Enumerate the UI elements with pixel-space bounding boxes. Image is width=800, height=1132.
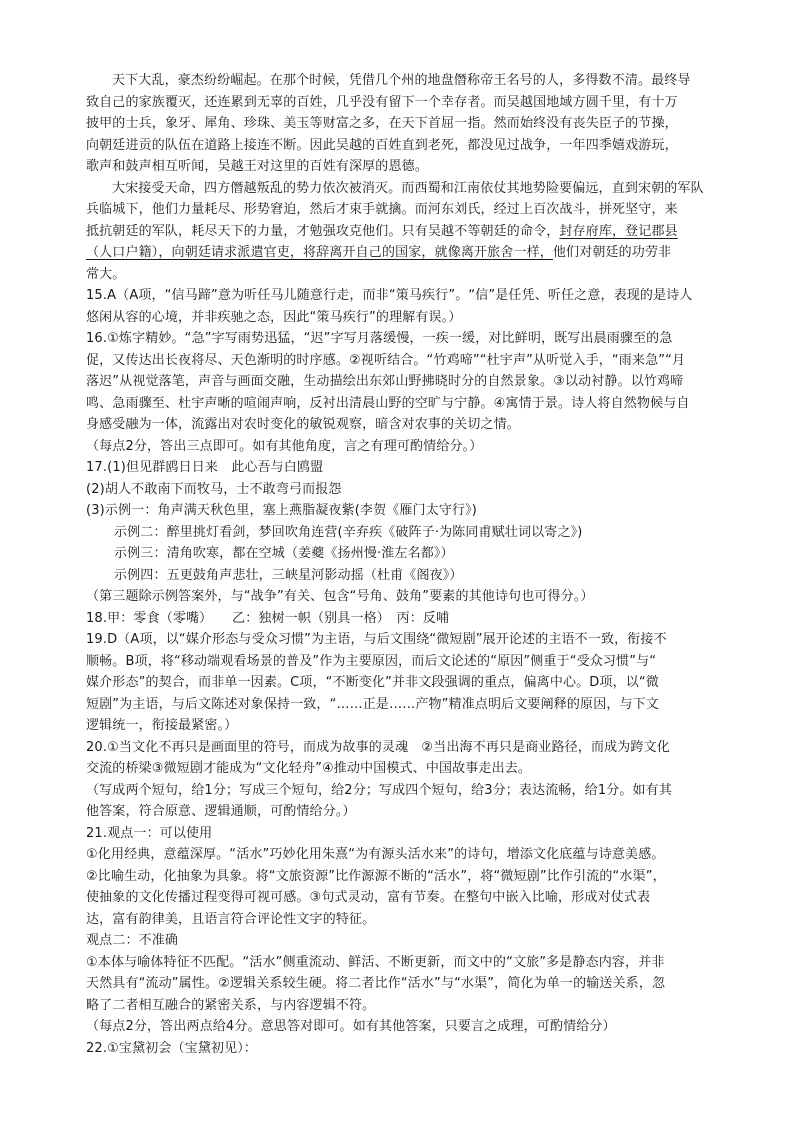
- text-line: 21.观点一：可以使用: [86, 825, 213, 841]
- text-line: 悠闲从容的心境，并非疾驰之态，因此“策马疾行”的理解有误。）: [86, 309, 462, 325]
- text-segment: 抵抗朝廷的军队，耗尽天下的力量，才勉强攻克他们。只有吴越不等朝廷的命令，: [86, 223, 560, 239]
- text-line: 歌声和鼓声相互听闻，吴越王对这里的百姓有深厚的恩德。: [86, 159, 428, 174]
- text-line: 大宋接受天命，四方僭越叛乱的势力依次被消灭。而西蜀和江南依仗其地势险要偏远，直到宋朝的军队: [112, 180, 704, 196]
- text-line: 促，又传达出长夜将尽、天色渐明的时序感。②视听结合。“竹鸡啼”“杜宇声”从听觉入手，“雨来急”“月: [86, 352, 686, 368]
- text-line: 致自己的家族覆灭，还连累到无辜的百姓，几乎没有留下一个幸存者。而吴越国地域方圆千里，有十万: [86, 94, 678, 110]
- text-line: 观点二：不准确: [86, 933, 179, 948]
- text-line: ①化用经典，意蕴深厚。“活水”巧妙化用朱熹“为有源头活水来”的诗句，增添文化底蕴与诗意美感。: [86, 847, 665, 862]
- text-line: 常大。: [86, 266, 126, 282]
- text-line: （每点2分，答出三点即可。如有其他角度，言之有理可酌情给分。）: [86, 438, 483, 454]
- text-line: 媒介形态”的契合，而非单一因素。C项，“不断变化”并非文段强调的重点，偏离中心。D项，以“微: [86, 675, 659, 690]
- text-line: 披甲的士兵，象牙、犀角、珍珠、美玉等财富之多，在天下首屈一指。然而始终没有丧失臣子的节操，: [86, 116, 678, 131]
- text-line: 天下大乱，豪杰纷纷崛起。在那个时候，凭借几个州的地盘僭称帝王名号的人，多得数不清。最终导: [112, 73, 691, 88]
- text-line: 示例二：醉里挑灯看剑，梦回吹角连营(辛弃疾《破阵子·为陈同甫赋壮词以寄之》): [114, 524, 583, 540]
- text-line: (3)示例一：角声满天秋色里，塞上燕脂凝夜紫(李贺《雁门太守行》): [86, 503, 478, 518]
- text-line: （每点2分，答出两点给4分。意思答对即可。如有其他答案，只要言之成理，可酌情给分）: [86, 1019, 616, 1034]
- text-line: 示例三：清角吹寒，都在空城（姜夔《扬州慢·淮左名都》）: [114, 546, 454, 561]
- text-line: 落迟”从视觉落笔，声音与画面交融，生动描绘出东郊山野拂晓时分的自然景象。③以动衬静。以竹鸡啼: [86, 374, 684, 389]
- text-line: 短剧”为主语，与后文陈述对象保持一致，“……正是……产物”精准点明后文要阐释的原因，与下文: [86, 696, 659, 712]
- text-line: 鸣、急雨骤至、杜宇声晰的喧闹声响，反衬出清晨山野的空旷与宁静。④寓情于景。诗人将自然物候与自: [86, 395, 690, 411]
- text-line: 天然具有“流动”属性。②逻辑关系较生硬。将二者比作“活水”与“水渠”，简化为单一的输送关系，忽: [86, 976, 666, 991]
- text-line: 18.甲：零食（零嘴） 乙：独树一帜（别具一格） 丙：反哺: [86, 610, 450, 626]
- text-line: 略了二者相互融合的紧密关系，与内容逻辑不符。: [86, 997, 376, 1013]
- text-line: 使抽象的文化传播过程变得可视可感。③句式灵动，富有节奏。在整句中嵌入比喻，形成对仗式表: [86, 890, 651, 905]
- text-line: (2)胡人不敢南下而牧马，士不敢弯弓而报怨: [86, 481, 342, 497]
- text-line: ②比喻生动，化抽象为具象。将“文旅资源”比作源源不断的“活水”，将“微短剧”比作引流的“水渠”，: [86, 868, 666, 884]
- text-line: 兵临城下，他们力量耗尽、形势窘迫，然后才束手就擒。而河东刘氏，经过上百次战斗，拼死坚守，来: [86, 202, 678, 217]
- text-segment: 他们对朝廷的功劳非: [552, 245, 672, 260]
- text-line: 他答案，符合原意、逻辑通顺，可酌情给分。）: [86, 804, 356, 819]
- text-line: 逻辑统一，衔接最紧密。）: [86, 718, 238, 733]
- text-line: （写成两个短句，给1分；写成三个短句，给2分；写成四个短句，给3分；表达流畅，给1分。如有其: [86, 782, 672, 798]
- text-line: 顺畅。B项，将“移动端观看场景的普及”作为主要原因，而后文论述的“原因”侧重于“受众习惯”与“: [86, 653, 657, 669]
- text-line: 17.(1)但见群鸥日日来 此心吾与白鸥盟: [86, 460, 324, 475]
- text-line: 交流的桥梁③微短剧才能成为“文化轻舟”④推动中国模式、中国故事走出去。: [86, 761, 532, 776]
- text-line: 16.①炼字精妙。“急”字写雨势迅猛，“迟”字写月落缓慢，一疾一缓，对比鲜明，既写出晨雨骤至的急: [86, 331, 673, 346]
- underlined-text: 封存府库，登记郡县: [559, 223, 678, 239]
- text-line: （第三题除示例答案外，与“战争”有关、包含“号角、鼓角”要素的其他诗句也可得分。）: [86, 589, 594, 604]
- underlined-text: （人口户籍），向朝廷请求派遣官吏，将辞离开自己的国家，就像离开旅舍一样，: [86, 245, 553, 260]
- text-line: 示例四：五更鼓角声悲壮，三峡星河影动摇（杜甫《阁夜》）: [114, 567, 463, 583]
- text-line: 身感受融为一体，流露出对农时变化的敏锐观察，暗含对农事的关切之情。: [86, 417, 520, 432]
- text-line: 达，富有韵律美，且语言符合评论性文字的特征。: [86, 911, 376, 927]
- text-line: 20.①当文化不再只是画面里的符号，而成为故事的灵魂 ②当出海不再只是商业路径，而成为跨文化: [86, 739, 670, 755]
- text-line: ①本体与喻体特征不匹配。“活水”侧重流动、鲜活、不断更新，而文中的“文旅”多是静态内容，并非: [86, 954, 665, 970]
- text-line: [86, 221, 722, 243]
- text-line: 向朝廷进贡的队伍在道路上接连不断。因此吴越的百姓直到老死，都没见过战争，一年四季嬉戏游玩，: [86, 137, 678, 153]
- text-line: 15.A（A项，“信马蹄”意为听任马儿随意行走，而非“策马疾行”。“信”是任凭、听任之意，表现的是诗人: [86, 288, 693, 303]
- text-line: [86, 242, 722, 264]
- text-line: 19.D（A项，以“媒介形态与受众习惯”为主语，与后文围绕“微短剧”展开论述的主语不一致，衔接不: [86, 632, 667, 647]
- text-line: 22.①宝黛初会（宝黛初见）：: [86, 1040, 258, 1056]
